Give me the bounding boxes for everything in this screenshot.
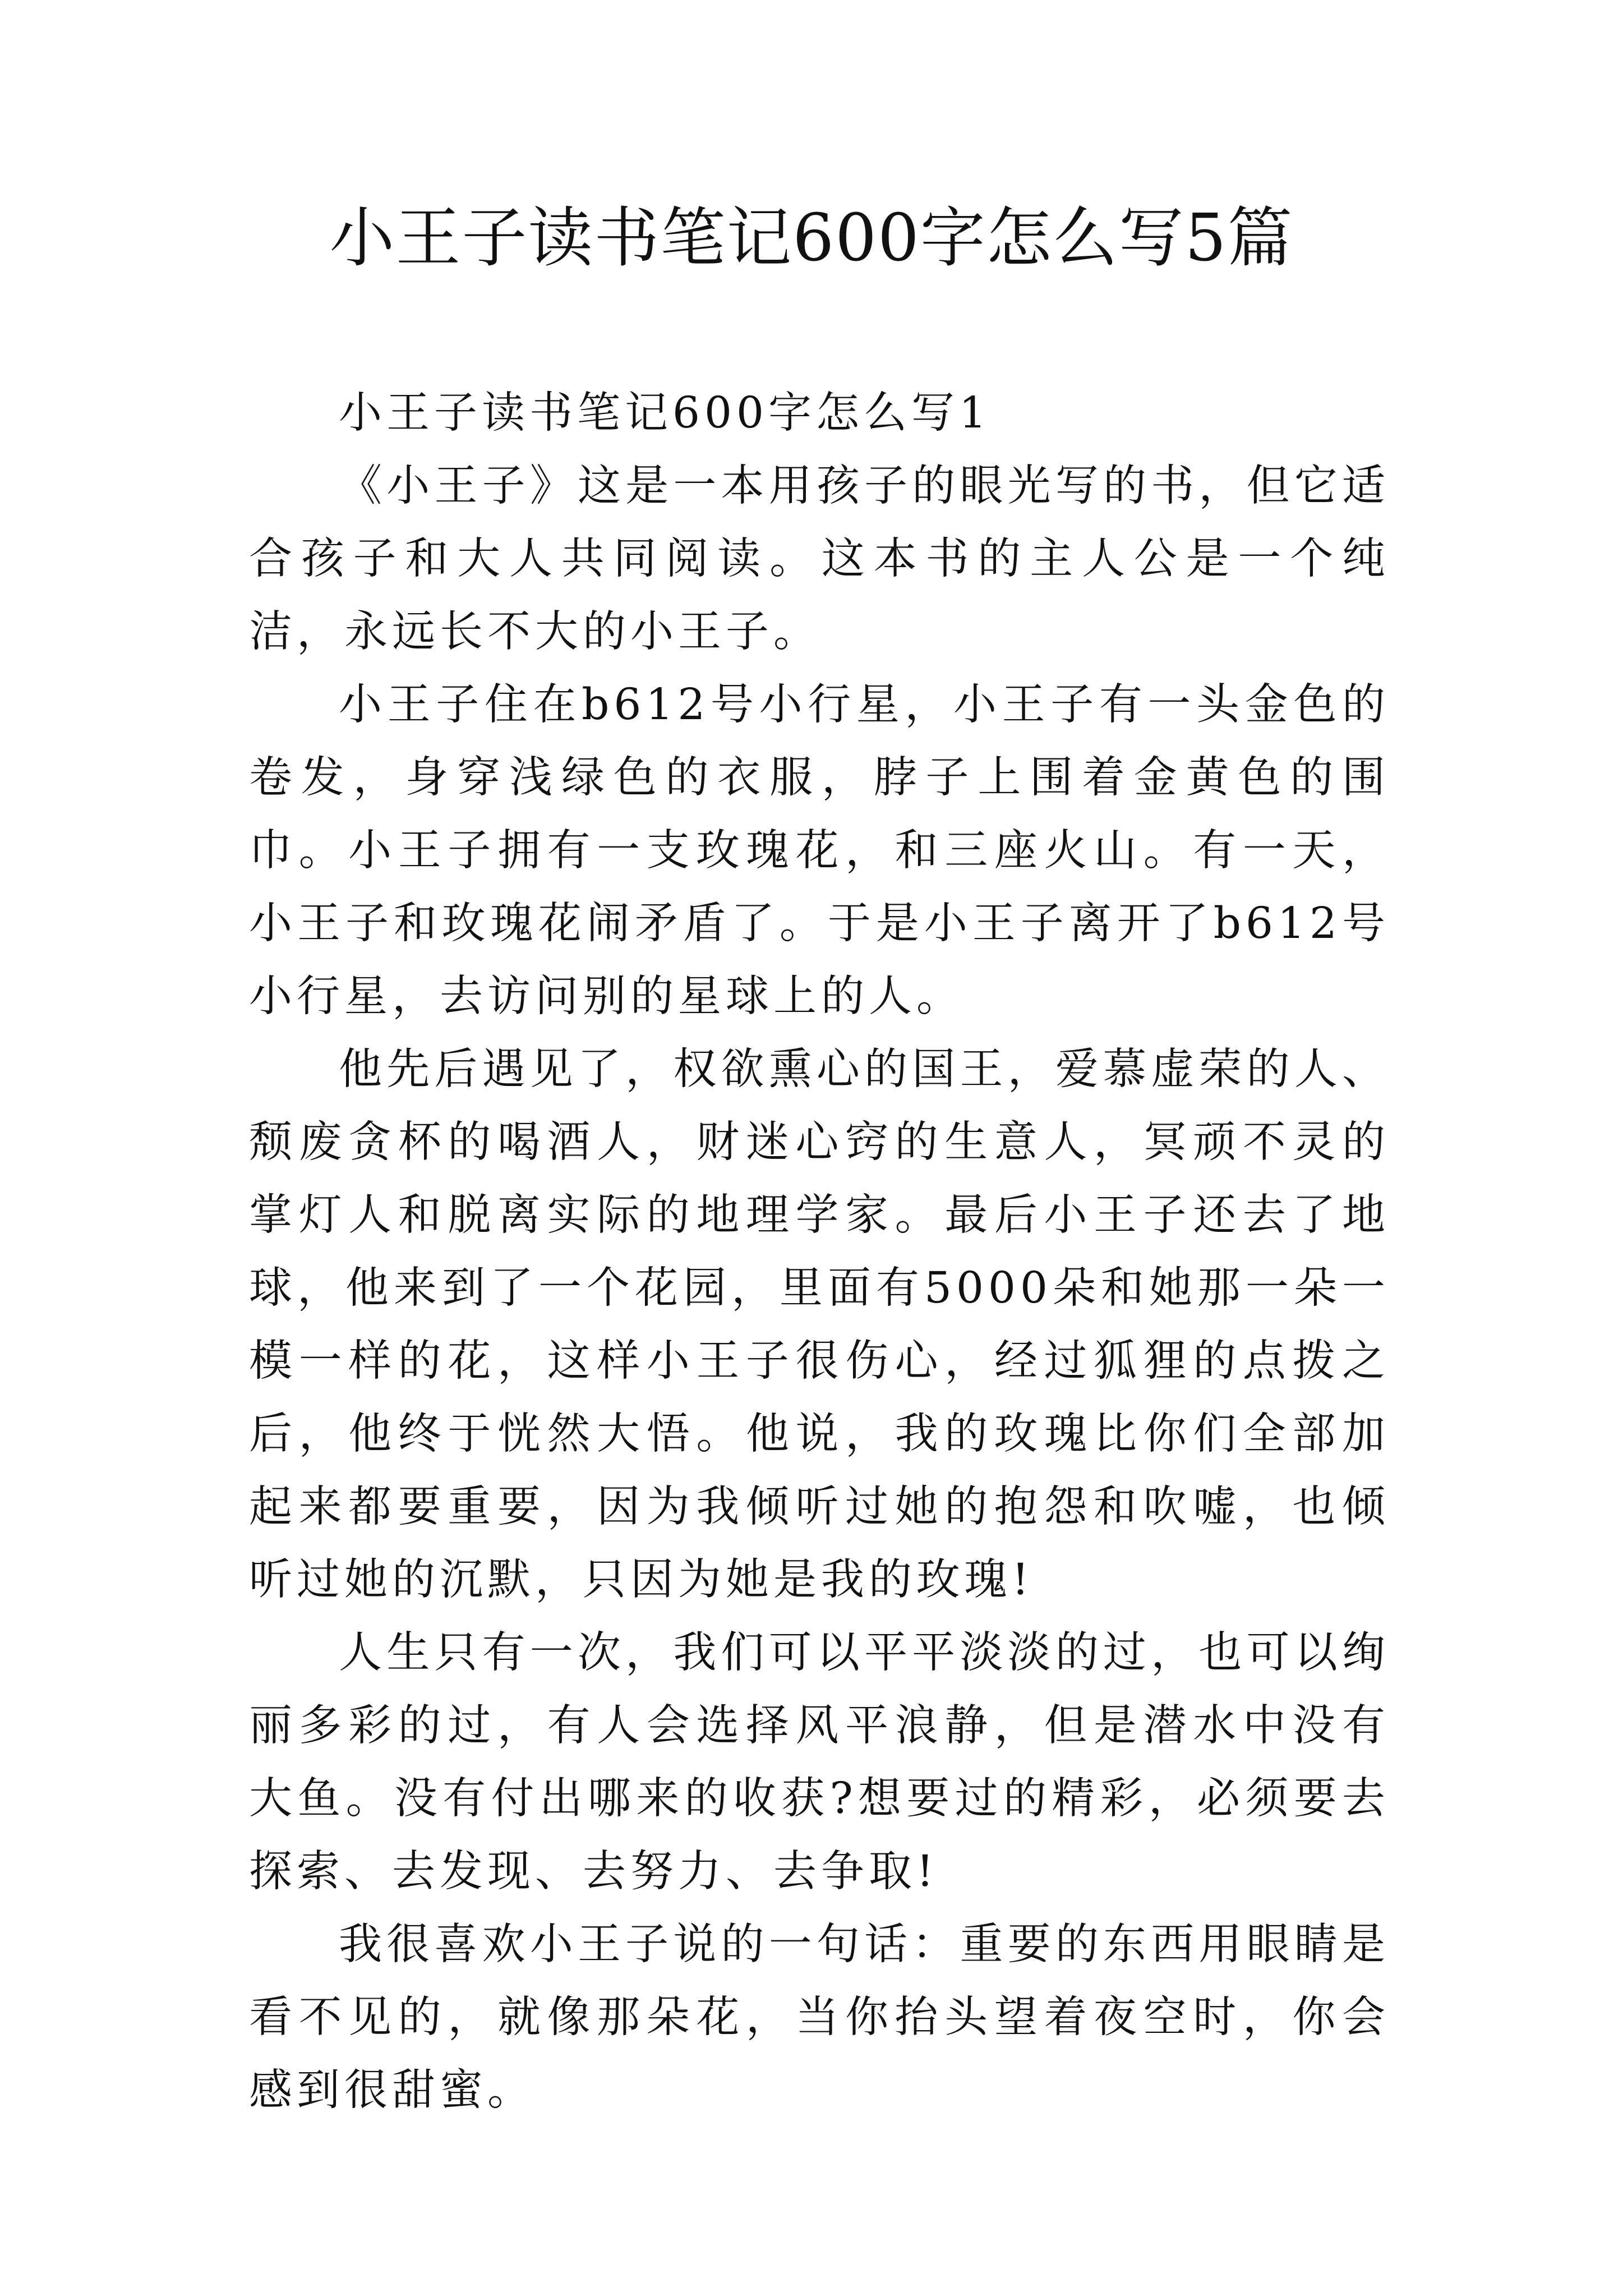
paragraph-1: 《小王子》这是一本用孩子的眼光写的书，但它适合孩子和大人共同阅读。这本书的主人公是一个纯洁，永远长不大的小王子。	[249, 461, 1390, 657]
paragraph-2: 小王子住在b612号小行星，小王子有一头金色的卷发，身穿浅绿色的衣服，脖子上围着金黄色的围巾。小王子拥有一支玫瑰花，和三座火山。有一天，小王子和玫瑰花闹矛盾了。于是小王子离开了b612号小行星，去访问别的星球上的人。	[249, 680, 1390, 1022]
paragraph-5: 我很喜欢小王子说的一句话：重要的东西用眼睛是看不见的，就像那朵花，当你抬头望着夜空时，你会感到很甜蜜。	[249, 1920, 1390, 2115]
document-body	[249, 377, 1390, 2127]
section-heading: 小王子读书笔记600字怎么写1	[339, 388, 991, 438]
paragraph-3: 他先后遇见了，权欲熏心的国王，爱慕虚荣的人、颓废贪杯的喝酒人，财迷心窍的生意人，冥顽不灵的掌灯人和脱离实际的地理学家。最后小王子还去了地球，他来到了一个花园，里面有5000朵和她那一朵一模一样的花，这样小王子很伤心，经过狐狸的点拨之后，他终于恍然大悟。他说，我的玫瑰比你们全部加起来都要重要，因为我倾听过她的抱怨和吹嘘，也倾听过她的沉默，只因为她是我的玫瑰!	[249, 1045, 1390, 1605]
document-title: 小王子读书笔记600字怎么写5篇	[329, 200, 1294, 276]
paragraph-4: 人生只有一次，我们可以平平淡淡的过，也可以绚丽多彩的过，有人会选择风平浪静，但是潜水中没有大鱼。没有付出哪来的收获?想要过的精彩，必须要去探索、去发现、去努力、去争取!	[249, 1628, 1390, 1897]
